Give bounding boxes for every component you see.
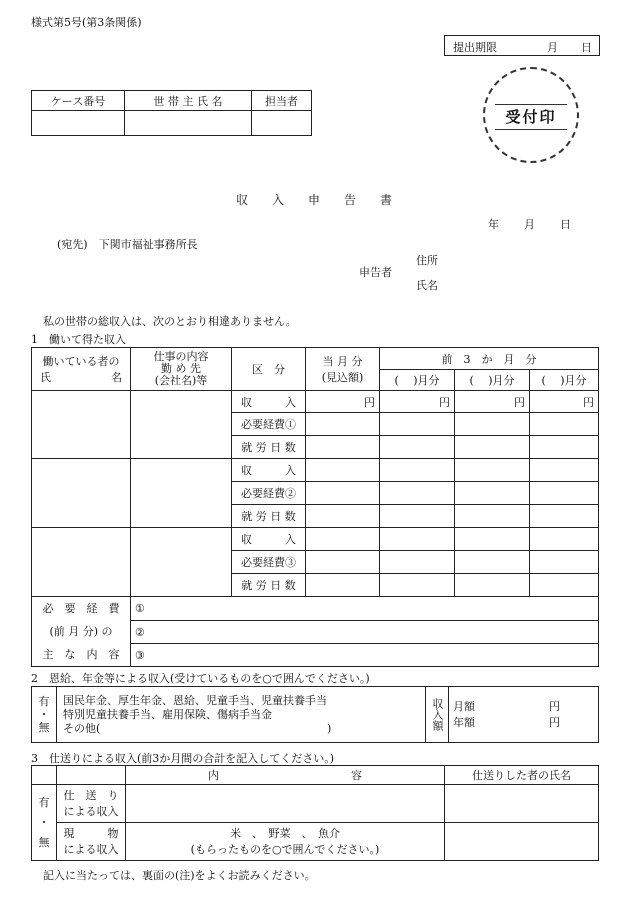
job-header-line1: 仕事の内容 [153, 350, 209, 363]
yen-unit[interactable]: 円 [455, 391, 530, 413]
cell[interactable] [306, 413, 380, 436]
remit-no: 無 [38, 835, 50, 849]
row-label: 必要経費① [232, 413, 306, 436]
job-header [131, 348, 232, 391]
household-head-header: 世 帯 主 氏 名 [125, 91, 252, 111]
row-label: 必要経費② [232, 482, 306, 505]
current-header-line1: 当 月 分 [322, 355, 363, 368]
row-label: 必要経費③ [232, 551, 306, 574]
row-label: 就 労 日 数 [232, 436, 306, 459]
goods-instruction: (もらったものを○で囲んでください。) [190, 842, 380, 856]
cell[interactable] [306, 505, 380, 528]
cell[interactable] [306, 482, 380, 505]
cash-remit-sender[interactable] [445, 785, 599, 823]
cell[interactable] [530, 574, 599, 597]
goods-sender[interactable] [445, 823, 599, 861]
case-number-field[interactable] [32, 111, 125, 136]
cell[interactable] [530, 436, 599, 459]
cell[interactable] [380, 436, 455, 459]
case-number-header: ケース番号 [32, 91, 125, 111]
cash-remit-line2: による収入 [63, 804, 119, 818]
date-year: 年 [488, 218, 499, 231]
section1-title: 1 働いて得た収入 [31, 333, 126, 346]
cell[interactable] [455, 574, 530, 597]
prev-month-2-header: ( )月分 [455, 370, 530, 391]
cell[interactable] [306, 436, 380, 459]
cash-remit-content[interactable] [126, 785, 445, 823]
cell[interactable] [306, 551, 380, 574]
worker-2-field[interactable] [32, 459, 131, 528]
cell[interactable] [455, 551, 530, 574]
remittance-table [31, 765, 599, 861]
current-month-header [306, 348, 380, 391]
goods-label [57, 823, 126, 861]
stamp-label: 受付印 [495, 104, 567, 130]
monthly-label: 月額 [453, 699, 475, 713]
row-label: 就 労 日 数 [232, 505, 306, 528]
addressee: (宛先) 下関市福祉事務所長 [57, 238, 198, 251]
deadline-label: 提出期限 [453, 41, 497, 54]
cell[interactable] [455, 413, 530, 436]
cell[interactable] [380, 459, 455, 482]
cell[interactable] [530, 459, 599, 482]
reception-stamp [483, 67, 579, 163]
pension-other-close: ) [327, 721, 332, 735]
goods-line1: 現 物 [63, 826, 119, 840]
pension-yes-no[interactable] [32, 687, 57, 743]
name-label: 氏名 [416, 279, 438, 292]
staff-field[interactable] [252, 111, 312, 136]
goods-options: 米 、 野菜 、 魚介 [230, 826, 340, 840]
pension-line2: 特別児童扶養手当、雇用保険、傷病手当金 [63, 707, 272, 721]
expenses-label-line3: 主 な 内 容 [42, 648, 120, 661]
row-label: 就 労 日 数 [232, 574, 306, 597]
cell[interactable] [306, 528, 380, 551]
household-head-field[interactable] [125, 111, 252, 136]
job-header-line3: (会社名)等 [154, 374, 208, 387]
yearly-yen: 円 [549, 715, 560, 729]
sender-header: 仕送りした者の氏名 [445, 766, 599, 785]
category-header: 区 分 [232, 348, 306, 391]
expenses-label-line1: 必 要 経 費 [42, 602, 120, 615]
yen-unit[interactable]: 円 [380, 391, 455, 413]
pension-other-label: その他( [63, 721, 101, 735]
case-table [31, 90, 312, 136]
cell[interactable] [306, 459, 380, 482]
cell[interactable] [455, 482, 530, 505]
pension-line1: 国民年金、厚生年金、恩給、児童手当、児童扶養手当 [63, 693, 327, 707]
yearly-label: 年額 [453, 715, 475, 729]
goods-line2: による収入 [63, 842, 119, 856]
cell[interactable] [380, 505, 455, 528]
job-1-field[interactable] [131, 391, 232, 459]
section3-title: 3 仕送りによる収入(前3か月間の合計を記入してください。) [31, 752, 335, 765]
applicant-label: 申告者 [359, 266, 392, 279]
cell[interactable] [455, 528, 530, 551]
worker-3-field[interactable] [32, 528, 131, 597]
date-month: 月 [524, 218, 535, 231]
worker-header-mei: 名 [111, 371, 122, 384]
worker-header-shi: 氏 [40, 371, 51, 384]
cell[interactable] [530, 413, 599, 436]
cell[interactable] [380, 551, 455, 574]
remit-yes-no[interactable] [32, 785, 57, 861]
expenses-label [32, 597, 131, 667]
intro-text: 私の世帯の総収入は、次のとおり相違ありません。 [43, 315, 297, 328]
prev-month-1-header: ( )月分 [380, 370, 455, 391]
remit-dot: ・ [38, 815, 50, 829]
blank-cell [32, 766, 57, 785]
expense-2-field[interactable]: ② [131, 621, 599, 644]
form-number: 様式第5号(第3条関係) [31, 16, 142, 29]
prev-month-3-header: ( )月分 [530, 370, 599, 391]
cell[interactable] [455, 505, 530, 528]
staff-header: 担当者 [252, 91, 312, 111]
worker-name-header [32, 348, 131, 391]
cell[interactable] [455, 436, 530, 459]
pension-income-label: 収入額 [426, 687, 449, 743]
deadline-month: 月 [547, 41, 558, 54]
job-2-field[interactable] [131, 459, 232, 528]
cell[interactable] [306, 574, 380, 597]
yen-unit[interactable]: 円 [530, 391, 599, 413]
row-label: 収 入 [232, 391, 306, 413]
prev3-header: 前 3 か 月 分 [380, 348, 599, 370]
expenses-label-line2: (前 月 分) の [49, 625, 113, 638]
cell[interactable] [530, 528, 599, 551]
pension-dot: ・ [38, 708, 50, 721]
cell[interactable] [455, 459, 530, 482]
pension-types[interactable] [57, 687, 426, 743]
worker-header-line1: 働いている者の [42, 355, 120, 368]
cell[interactable] [530, 482, 599, 505]
cell[interactable] [380, 574, 455, 597]
expense-3-field[interactable]: ③ [131, 644, 599, 667]
earned-income-table [31, 347, 599, 667]
pension-amounts[interactable] [449, 687, 599, 743]
deadline-box [444, 35, 600, 56]
address-label: 住所 [416, 254, 438, 267]
footer-note: 記入に当たっては、裏面の(注)をよくお読みください。 [43, 869, 316, 882]
cell[interactable] [380, 482, 455, 505]
job-3-field[interactable] [131, 528, 232, 597]
date-day: 日 [560, 218, 571, 231]
page-title: 収 入 申 告 書 [236, 193, 399, 207]
cash-remit-line1: 仕 送 り [63, 788, 119, 802]
deadline-day: 日 [581, 41, 592, 54]
pension-yes: 有 [38, 695, 50, 708]
cell[interactable] [530, 505, 599, 528]
current-header-line2: (見込額) [321, 371, 364, 384]
pension-no: 無 [38, 721, 50, 734]
cell[interactable] [380, 413, 455, 436]
goods-content[interactable] [126, 823, 445, 861]
worker-1-field[interactable] [32, 391, 131, 459]
expense-1-field[interactable]: ① [131, 597, 599, 621]
job-header-line2: 勤 め 先 [161, 362, 201, 375]
section2-title: 2 恩給、年金等による収入(受けているものを○で囲んでください。) [31, 672, 370, 685]
cell[interactable] [530, 551, 599, 574]
cash-remit-label [57, 785, 126, 823]
yen-unit[interactable]: 円 [306, 391, 380, 413]
row-label: 収 入 [232, 528, 306, 551]
remit-yes: 有 [38, 795, 50, 809]
pension-table [31, 686, 599, 743]
row-label: 収 入 [232, 459, 306, 482]
monthly-yen: 円 [549, 699, 560, 713]
blank-cell [57, 766, 126, 785]
cell[interactable] [380, 528, 455, 551]
content-header: 内 容 [126, 766, 445, 785]
